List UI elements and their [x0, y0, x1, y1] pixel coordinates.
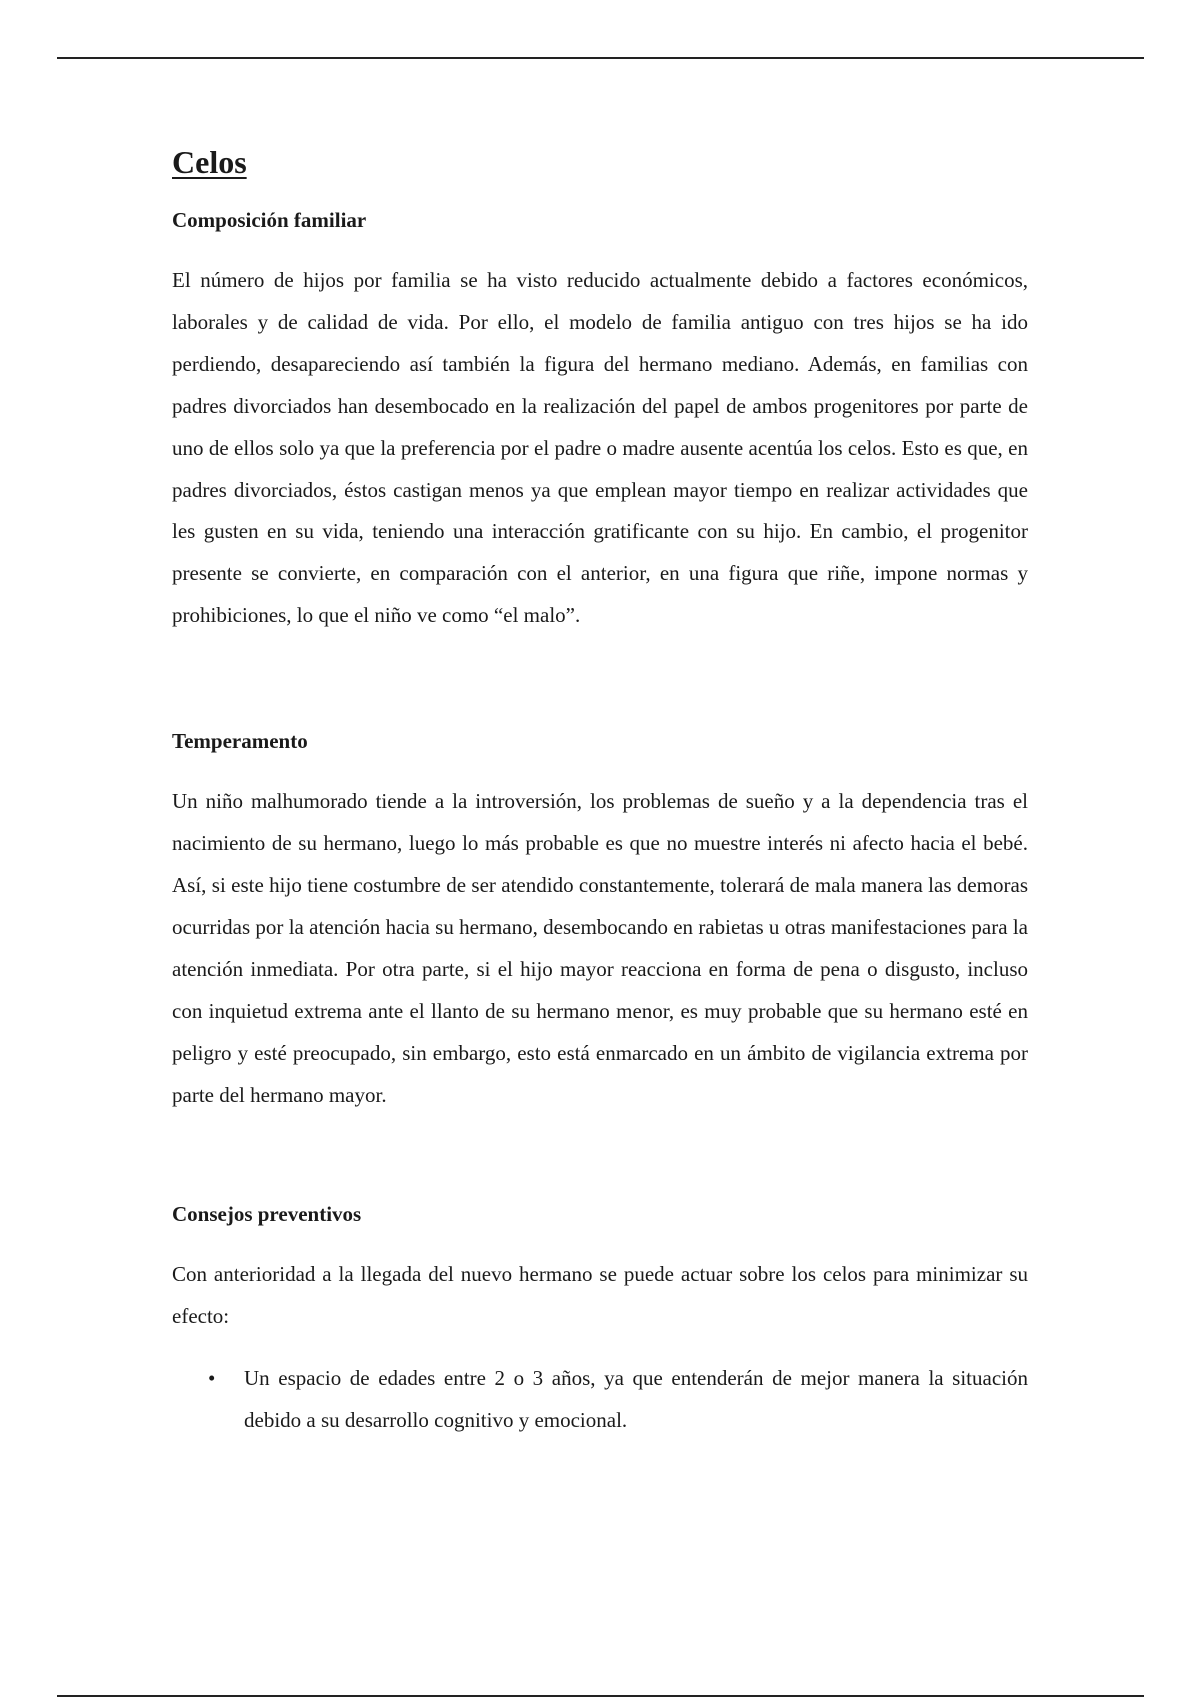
section-paragraph-consejos-preventivos: Con anterioridad a la llegada del nuevo hermano se puede actuar sobre los celos para minimizar su efecto:	[172, 1262, 1028, 1329]
header-rule	[57, 57, 1144, 59]
section-heading-composicion-familiar: Composición familiar	[172, 208, 367, 232]
list-item-text: Un espacio de edades entre 2 o 3 años, ya que entenderán de mejor manera la situación debido a su desarrollo cognitivo y emocional.	[244, 1366, 1028, 1433]
bullet-icon: •	[208, 1366, 216, 1391]
list-item	[172, 1358, 1028, 1442]
bullet-list-consejos	[172, 1358, 1028, 1442]
section-heading-temperamento: Temperamento	[172, 729, 308, 754]
section-heading-consejos-preventivos: Consejos preventivos	[172, 1202, 362, 1227]
section-paragraph-composicion-familiar: El número de hijos por familia se ha visto reducido actualmente debido a factores económicos, laborales y de calidad de vida. Por ello, el modelo de familia antiguo con tres hijos se ha ido perdiendo, desapareciendo así también la figura del hermano mediano. Además, en familias con padres divorciados han desembocado en la realización del papel de ambos progenitores por parte de uno de ellos solo ya que la preferencia por el padre o madre ausente acentúa los celos. Esto es que, en padres divorciados, éstos castigan menos ya que emplean mayor tiempo en realizar actividades que les gusten en su vida, teniendo una interacción gratificante con su hijo. En cambio, el progenitor presente se convierte, en comparación con el anterior, en una figura que riñe, impone normas y prohibiciones, lo que el niño ve como “el malo”.	[172, 268, 1028, 628]
document-body	[172, 136, 1028, 1442]
document-title: Celos	[172, 144, 247, 180]
footer-rule	[57, 1695, 1144, 1697]
section-paragraph-temperamento: Un niño malhumorado tiende a la introversión, los problemas de sueño y a la dependencia tras el nacimiento de su hermano, luego lo más probable es que no muestre interés ni afecto hacia el bebé. Así, si este hijo tiene costumbre de ser atendido constantemente, tolerará de mala manera las demoras ocurridas por la atención hacia su hermano, desembocando en rabietas u otras manifestaciones para la atención inmediata. Por otra parte, si el hijo mayor reacciona en forma de pena o disgusto, incluso con inquietud extrema ante el llanto de su hermano menor, es muy probable que su hermano esté en peligro y esté preocupado, sin embargo, esto está enmarcado en un ámbito de vigilancia extrema por parte del hermano mayor.	[172, 789, 1028, 1107]
